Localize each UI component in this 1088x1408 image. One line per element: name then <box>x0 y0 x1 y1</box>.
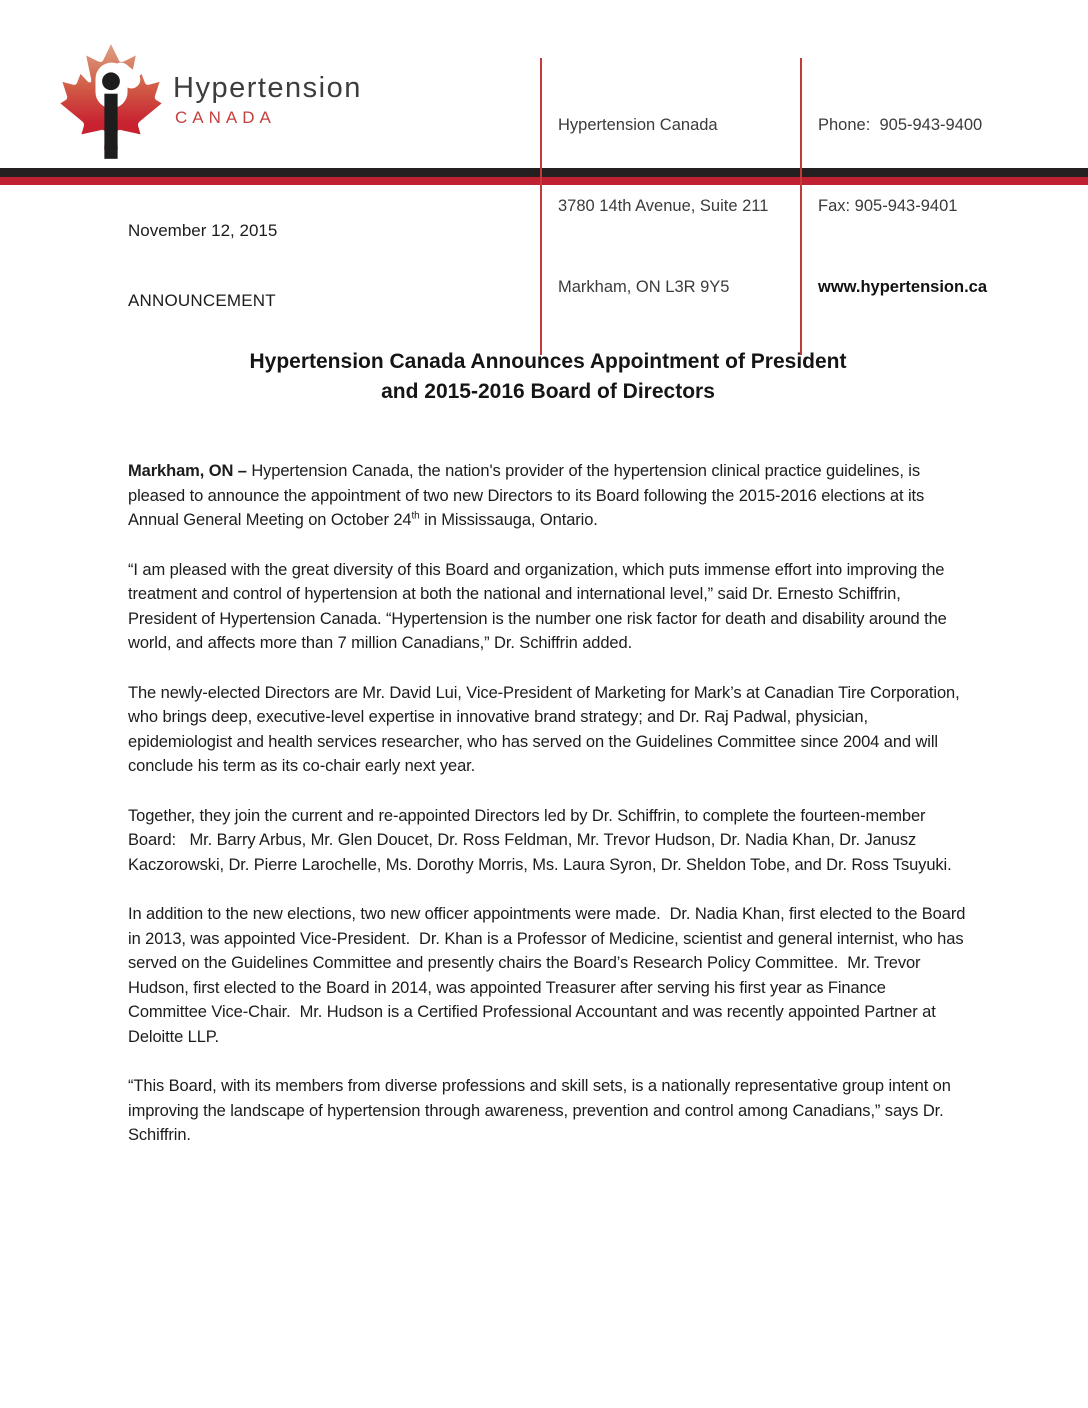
logo-wordmark <box>173 72 362 128</box>
title-line-2: and 2015-2016 Board of Directors <box>381 380 715 403</box>
maple-leaf-i-icon <box>55 42 167 169</box>
paragraph-dateline <box>128 459 968 533</box>
ordinal-superscript: th <box>411 510 420 522</box>
paragraph-new-directors: The newly-elected Directors are Mr. David Lui, Vice-President of Marketing for Mark’s at Canadian Tire Corporation, who brings deep, executive-level expertise in innovative brand strategy; and Dr. Raj Padwal, physician, epidemiologist and health services researcher, who has served on the Guidelines Committee since 2004 and will conclude his term as its co-chair early next year. <box>128 683 965 775</box>
document-title <box>128 347 968 407</box>
document-date: November 12, 2015 <box>128 221 278 240</box>
logo-name: Hypertension <box>173 72 362 104</box>
paragraph-quote-schiffrin: “I am pleased with the great diversity of this Board and organization, which puts immense effort into improving the treatment and control of hypertension at both the national and international level,” said Dr. Ernesto Schiffrin, President of Hypertension Canada. “Hypertension is the number one risk factor for death and disability around the world, and affects more than 7 million Canadians,” Dr. Schiffrin added. <box>128 560 952 652</box>
org-name: Hypertension Canada <box>558 116 718 134</box>
title-line-1: Hypertension Canada Announces Appointment of President <box>249 350 847 373</box>
address-line1: 3780 14th Avenue, Suite 211 <box>558 197 769 215</box>
hypertension-canada-logo <box>55 42 362 169</box>
paragraph-1-tail: in Mississauga, Ontario. <box>419 511 598 529</box>
phone-number: Phone: 905-943-9400 <box>818 116 983 134</box>
fax-number: Fax: 905-943-9401 <box>818 197 958 215</box>
paragraph-officer-appointments: In addition to the new elections, two new officer appointments were made. Dr. Nadia Khan, first elected to the Board in 2013, was appointed Vice-President. Dr. Khan is a Professor of Medicine, scientist and general internist, who has served on the Guidelines Committee and presently chairs the Board’s Research Policy Committee. Mr. Trevor Hudson, first elected to the Board in 2014, was appointed Treasurer after serving his first year as Finance Committee Vice-Chair. Mr. Hudson is a Certified Professional Accountant and was recently appointed Partner at Deloitte LLP. <box>128 905 970 1046</box>
website-url: www.hypertension.ca <box>818 278 988 296</box>
paragraph-closing-quote: “This Board, with its members from diverse professions and skill sets, is a nationally representative group intent on improving the landscape of hypertension through awareness, prevention and control among Canadians,” says Dr. Schiffrin. <box>128 1077 956 1144</box>
address-line2: Markham, ON L3R 9Y5 <box>558 278 730 296</box>
paragraph-board-members: Together, they join the current and re-appointed Directors led by Dr. Schiffrin, to complete the fourteen-member Board: Mr. Barry Arbus, Mr. Glen Doucet, Dr. Ross Feldman, Mr. Trevor Hudson, Dr. Nadia Khan, Dr. Janusz Kaczorowski, Dr. Pierre Larochelle, Ms. Dorothy Morris, Ms. Laura Syron, Dr. Sheldon Tobe, and Dr. Ross Tsuyuki. <box>128 806 952 874</box>
logo-country: CANADA <box>175 108 276 127</box>
letterhead-address-block <box>540 58 768 355</box>
letterhead-phone-block <box>800 58 987 355</box>
paragraph-1-text: Hypertension Canada, the nation's provider of the hypertension clinical practice guidelines, is pleased to announce the appointment of two new Directors to its Board following the 2015-2016 elections at its Annual General Meeting on October 24 <box>128 462 928 529</box>
dateline-lead: Markham, ON – <box>128 462 252 480</box>
announcement-label: ANNOUNCEMENT <box>128 291 276 310</box>
document-body <box>0 221 1088 1148</box>
